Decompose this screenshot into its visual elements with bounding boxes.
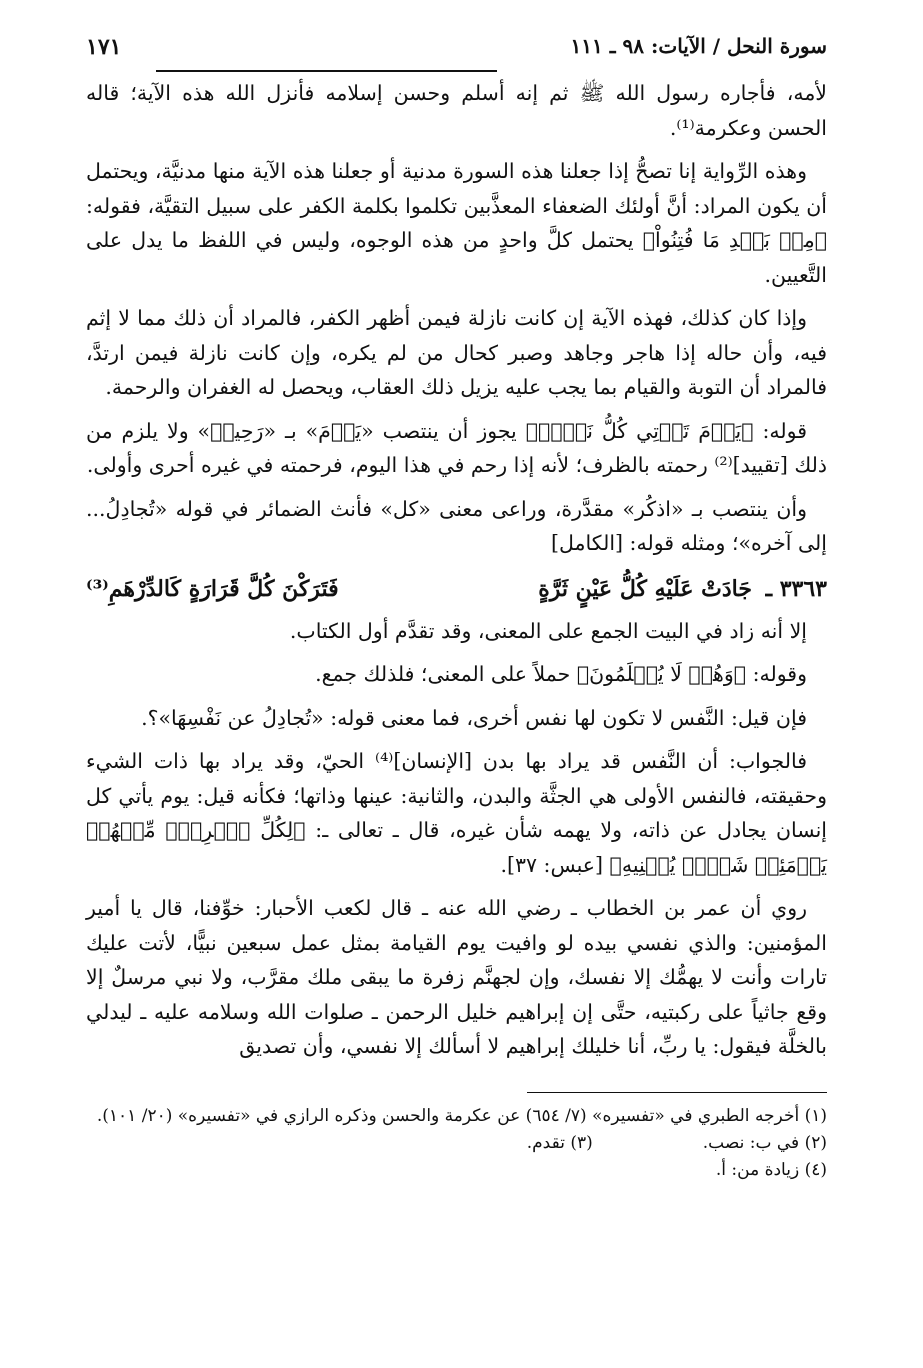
footnote-1: (١) أخرجه الطبري في «تفسيره» (٧/ ٦٥٤) عن عكرمة والحسن وذكره الرازي في «تفسيره» (٢٠/ ١٠١).	[96, 1105, 827, 1126]
footnote-row	[86, 1130, 827, 1157]
paragraph: قوله: ﴿يَوۡمَ تَأۡتِي كُلُّ نَفۡسٖ﴾ يجوز أن ينتصب «يَوۡمَ» بـ «رَحِيمٞ» ولا يلزم من ذلك [تقييد]⁽²⁾ رحمته بالظرف؛ لأنه إذا رحم في هذا اليوم، فرحمته في غيره أحرى وأولى.	[86, 418, 827, 477]
paragraph: فإن قيل: النَّفس لا تكون لها نفس أخرى، فما معنى قوله: «تُجادِلُ عن نَفْسِهَا»؟.	[141, 705, 807, 730]
paragraph: فالجواب: أن النَّفس قد يراد بها بدن [الإنسان]⁽⁴⁾ الحيّ، وقد يراد بها ذات الشيء وحقيقته، فالنفس الأولى هي الجثَّة والبدن، والثانية: عينها وذاتها؛ فكأنه قيل: يوم يأتي كل إنسان يجادل عن ذاته، ولا يهمه شأن غيره، قال ـ تعالى ـ: ﴿لِكُلِّ ٱمۡرِيٕٖ مِّنۡهُمۡ يَوۡمَئِذٖ شَأۡنٞ يُغۡنِيهِ﴾ [عبس: ٣٧].	[86, 749, 827, 877]
paragraph: وقوله: ﴿وَهُمۡ لَا يُظۡلَمُونَ﴾ حملاً على المعنى؛ فلذلك جمع.	[315, 662, 807, 686]
verse-hemistich-1: جَادَتْ عَلَيْهِ كُلُّ عَيْنٍ ثَرَّةٍ	[538, 575, 752, 602]
footnote-separator	[527, 1092, 827, 1093]
paragraph: وهذه الرِّواية إنا تصحُّ إذا جعلنا هذه السورة مدنية أو جعلنا هذه الآية منها مدنيَّة، ويحتمل أن يكون المراد: أنَّ أولئك الضعفاء المعذَّبين تكلموا بكلمة الكفر على سبيل التقيَّة، فقوله: ﴿مِنۢ بَعۡدِ مَا فُتِنُواْ﴾ يحتمل كلَّ واحدٍ من هذه الوجوه، وليس في اللفظ ما يدل على التَّعيين.	[86, 159, 827, 287]
paragraph: لأمه، فأجاره رسول الله ﷺ ثم إنه أسلم وحسن إسلامه فأنزل الله هذه الآية؛ قاله الحسن وعكرمة⁽¹⁾.	[86, 81, 827, 140]
page-header	[86, 20, 827, 64]
paragraph: إلا أنه زاد في البيت الجمع على المعنى، وقد تقدَّم أول الكتاب.	[289, 618, 807, 643]
page-number: ١٧١	[86, 34, 122, 60]
paragraph: وأن ينتصب بـ «اذكُر» مقدَّرة، وراعى معنى «كل» فأنث الضمائر في قوله «تُجادِلُ... إلى آخره»؛ ومثله قوله: [الكامل]	[86, 496, 827, 555]
footnote-2: (٢) في ب: نصب.	[702, 1132, 827, 1153]
footnotes	[86, 1103, 827, 1184]
poetry-verse	[86, 570, 827, 614]
footnote-4: (٤) زيادة من: أ.	[715, 1159, 827, 1180]
running-title: سورة النحل / الآيات: ٩٨ ـ ١١١	[570, 34, 827, 58]
footnote-3: (٣) تقدم.	[526, 1132, 593, 1153]
verse-number: ٣٣٦٣ ـ	[765, 575, 827, 602]
paragraph: روي أن عمر بن الخطاب ـ رضي الله عنه ـ قال لكعب الأحبار: خوِّفنا، قال يا أمير المؤمنين: والذي نفسي بيده لو وافيت يوم القيامة بمثل عمل سبعين نبيًّا، لأتت عليك تارات وأنت لا يهمُّك إلا نفسك، وإن لجهنَّم زفرة ما يبقى ملك مقرَّب، ولا نبي مرسلٌ إلا وقع جاثياً على ركبتيه، حتَّى إن إبراهيم خليل الرحمن ـ صلوات الله وسلامه عليه ـ ليدلي بالخلَّة فيقول: يا ربِّ، أنا خليلك إبراهيم لا أسألك إلا نفسي، وأن تصديق	[86, 896, 827, 1058]
main-text	[86, 76, 827, 1064]
verse-hemistich-2: فَتَرَكْنَ كُلَّ قَرَارَةٍ كَالدِّرْهَمِ⁽³⁾	[86, 575, 339, 602]
verse-first-half	[538, 570, 827, 608]
paragraph: وإذا كان كذلك، فهذه الآية إن كانت نازلة فيمن أظهر الكفر، فالمراد أن ذلك مما لا إثم فيه، وأن حاله إذا هاجر وجاهد وصبر كحال من لم يكره، وإن كانت نازلة فيمن ارتدَّ، فالمراد أن التوبة والقيام بما يجب عليه يزيل ذلك العقاب، ويحصل له الغفران والرحمة.	[86, 306, 827, 399]
header-rule	[156, 70, 497, 72]
